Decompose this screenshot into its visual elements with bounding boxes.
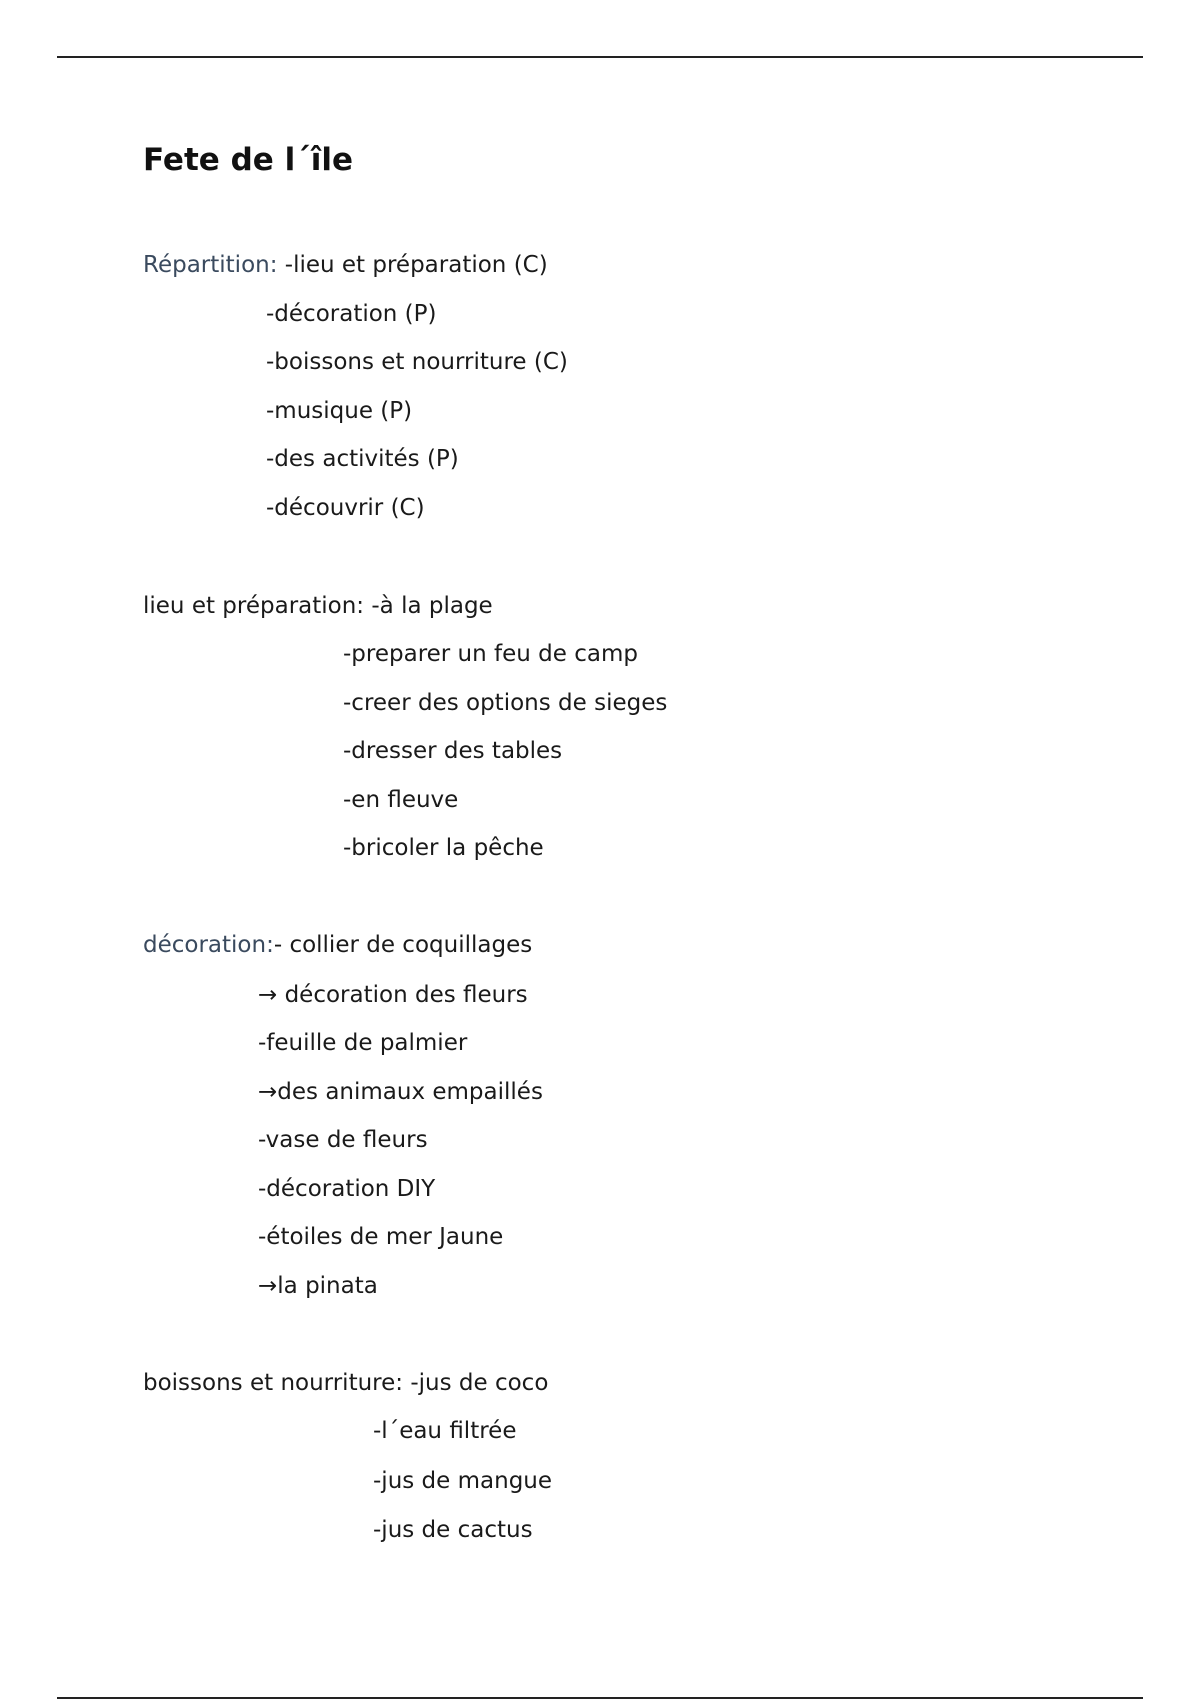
decoration-item: → décoration des fleurs (258, 982, 528, 1008)
boissons-label: boissons et nourriture: (143, 1370, 404, 1396)
decoration-item: -vase de fleurs (258, 1127, 428, 1153)
repartition-item: -boissons et nourriture (C) (266, 349, 568, 375)
bottom-rule (57, 1697, 1143, 1699)
decoration-item: →des animaux empaillés (258, 1079, 543, 1105)
repartition-item: -des activités (P) (266, 446, 459, 472)
boissons-item: -jus de mangue (373, 1468, 553, 1494)
lieu-item: -à la plage (371, 593, 493, 619)
decoration-item: -décoration DIY (258, 1176, 436, 1202)
repartition-label: Répartition: (143, 252, 278, 278)
lieu-first-line (143, 591, 493, 621)
repartition-item: -découvrir (C) (266, 495, 425, 521)
document-title: Fete de l´île (143, 142, 353, 178)
repartition-item: -musique (P) (266, 398, 413, 424)
decoration-item: -étoiles de mer Jaune (258, 1224, 504, 1250)
decoration-item: - collier de coquillages (273, 932, 533, 958)
repartition-first-line (143, 250, 548, 280)
boissons-item: -l´eau filtrée (373, 1418, 517, 1444)
lieu-label: lieu et préparation: (143, 593, 365, 619)
lieu-item: -preparer un feu de camp (343, 641, 638, 667)
decoration-label: décoration: (143, 932, 274, 958)
decoration-first-line (143, 930, 532, 960)
decoration-item: →la pinata (258, 1273, 378, 1299)
lieu-item: -en fleuve (343, 787, 459, 813)
repartition-item: -lieu et préparation (C) (284, 252, 548, 278)
boissons-item: -jus de cactus (373, 1517, 533, 1543)
lieu-item: -bricoler la pêche (343, 835, 544, 861)
repartition-item: -décoration (P) (266, 301, 437, 327)
boissons-item: -jus de coco (410, 1370, 549, 1396)
lieu-item: -dresser des tables (343, 738, 563, 764)
lieu-item: -creer des options de sieges (343, 690, 668, 716)
boissons-first-line (143, 1368, 548, 1398)
top-rule (57, 56, 1143, 58)
decoration-item: -feuille de palmier (258, 1030, 468, 1056)
